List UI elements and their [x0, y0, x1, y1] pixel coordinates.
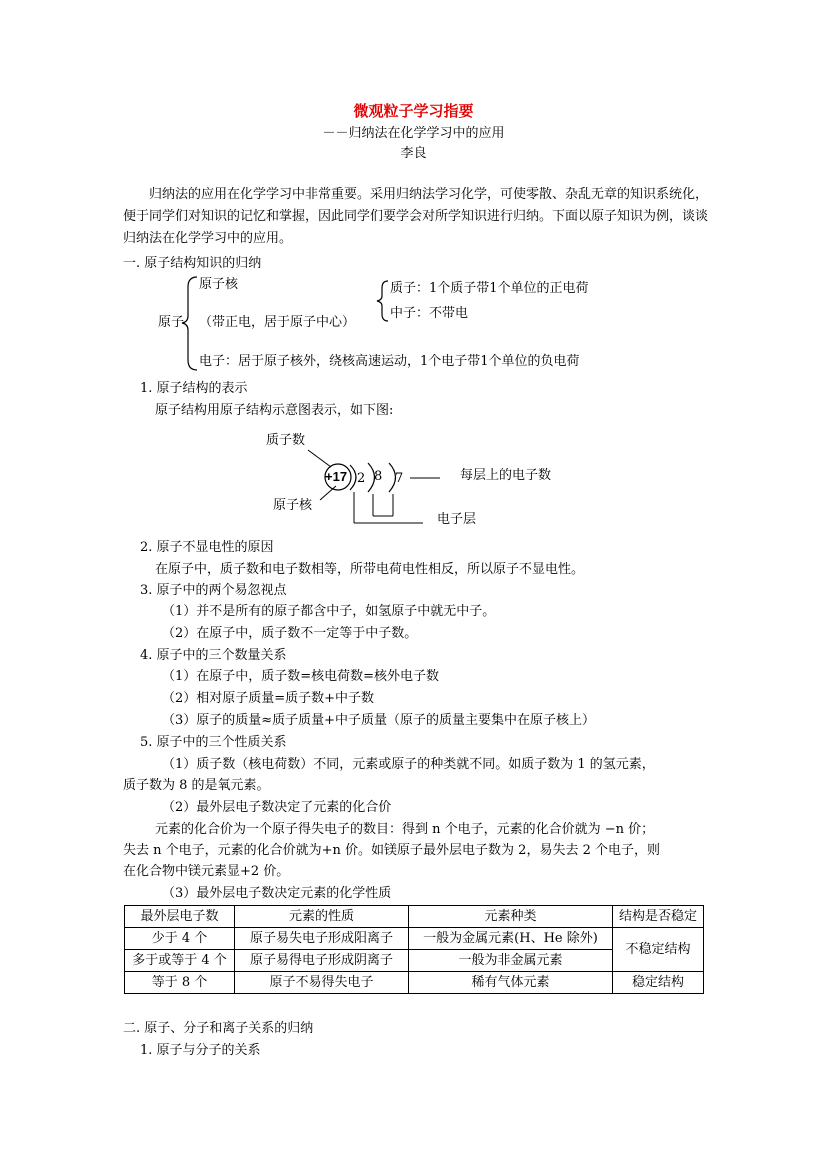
- item-4-point-3: （3）原子的质量≈质子质量+中子质量（原子的质量主要集中在原子核上）: [162, 713, 596, 728]
- item-3-point-2: （2）在原子中，质子数不一定等于中子数。: [162, 626, 418, 641]
- diagram-label-shells: 电子层: [437, 512, 477, 527]
- tree-electron: 电子：居于原子核外，绕核高速运动，1个电子带1个单位的负电荷: [199, 354, 580, 369]
- diagram-label-proton-count: 质子数: [266, 433, 306, 448]
- item-5-heading: 5. 原子中的三个性质关系: [140, 735, 287, 750]
- diagram-label-outer-electrons: 每层上的电子数: [460, 468, 552, 483]
- item-2-heading: 2. 原子不显电性的原因: [140, 540, 274, 555]
- table-cell: 原子易失电子形成阳离子: [235, 928, 409, 950]
- tree-nucleus: 原子核: [199, 277, 239, 292]
- table-header-cell: 结构是否稳定: [613, 906, 704, 928]
- pointer-nucleus: [320, 486, 336, 500]
- item-4-heading: 4. 原子中的三个数量关系: [140, 648, 287, 663]
- diagram-nucleus-charge: +17: [325, 469, 348, 484]
- page-title: 微观粒子学习指要: [353, 102, 474, 120]
- table-row: [125, 928, 704, 950]
- table-header-cell: 最外层电子数: [125, 906, 235, 928]
- section-2-item-1: 1. 原子与分子的关系: [140, 1043, 261, 1058]
- brace-nucleus: [377, 281, 388, 321]
- item-3-point-1: （1）并不是所有的原子都含中子，如氢原子中就无中子。: [162, 604, 496, 619]
- brace-atom: [182, 277, 197, 370]
- item-2-text: 在原子中，质子数和电子数相等，所带电荷电性相反，所以原子不显电性。: [155, 562, 585, 577]
- table-cell: 原子易得电子形成阴离子: [235, 950, 409, 972]
- item-4-point-1: （1）在原子中，质子数=核电荷数=核外电子数: [162, 669, 440, 684]
- author: 李良: [400, 146, 427, 161]
- section-heading-2: 二. 原子、分子和离子关系的归纳: [123, 1021, 314, 1036]
- section-heading-1: 一. 原子结构知识的归纳: [123, 256, 262, 271]
- item-5-p2-line3: 在化合物中镁元素显+2 价。: [123, 864, 290, 879]
- diagram-shell-1: 2: [357, 471, 366, 486]
- item-5-p2-line1: 元素的化合价为一个原子得失电子的数目：得到 n 个电子，元素的化合价就为 −n 价；: [155, 822, 655, 837]
- item-1-heading: 1. 原子结构的表示: [140, 381, 248, 396]
- table-cell: 多于或等于 4 个: [125, 950, 235, 972]
- table-cell: 原子不易得失电子: [235, 972, 409, 994]
- table-cell: 一般为金属元素(H、He 除外): [409, 928, 613, 950]
- table-cell-merged-unstable: 不稳定结构: [613, 928, 704, 972]
- item-1-text: 原子结构用原子结构示意图表示，如下图:: [155, 403, 394, 418]
- diagram-shell-3: 7: [395, 471, 404, 486]
- tree-proton: 质子：1个质子带1个单位的正电荷: [390, 281, 589, 296]
- item-5-p1-line2: 质子数为 8 的是氧元素。: [123, 778, 270, 793]
- intro-paragraph: 归纳法的应用在化学学习中非常重要。采用归纳法学习化学，可使零散、杂乱无章的知识系统化，便于同学们对知识的记忆和掌握，因此同学们要学会对所学知识进行归纳。下面以原子知识为例，谈谈归纳法在化学学习中的应用。: [123, 187, 709, 246]
- diagram-label-nucleus: 原子核: [273, 498, 313, 513]
- item-5-p1-line1: （1）质子数（核电荷数）不同，元素或原子的种类就不同。如质子数为 1 的氢元素，: [162, 757, 655, 772]
- item-5-p2-line2: 失去 n 个电子，元素的化合价就为+n 价。如镁原子最外层电子数为 2，易失去 2 个电子，则: [123, 843, 660, 858]
- tree-neutron: 中子：不带电: [390, 306, 469, 321]
- table-header-cell: 元素种类: [409, 906, 613, 928]
- outer-electron-table: [124, 905, 704, 994]
- item-4-point-2: （2）相对原子质量=质子数+中子数: [162, 691, 375, 706]
- tree-root-atom: 原子: [158, 315, 185, 330]
- item-5-p3-heading: （3）最外层电子数决定元素的化学性质: [162, 886, 392, 901]
- item-3-heading: 3. 原子中的两个易忽视点: [140, 583, 287, 598]
- table-cell: 一般为非金属元素: [409, 950, 613, 972]
- pointer-proton-count: [308, 450, 331, 467]
- item-5-p2-heading: （2）最外层电子数决定了元素的化合价: [162, 800, 392, 815]
- table-cell: 稳定结构: [613, 972, 704, 994]
- table-header-row: [125, 906, 704, 928]
- table-cell: 少于 4 个: [125, 928, 235, 950]
- diagram-shell-2: 8: [374, 469, 383, 484]
- page-subtitle: －－归纳法在化学学习中的应用: [322, 126, 505, 141]
- table-cell: 等于 8 个: [125, 972, 235, 994]
- tree-nucleus-note: （带正电，居于原子中心）: [199, 315, 356, 330]
- table-row: [125, 972, 704, 994]
- table-header-cell: 元素的性质: [235, 906, 409, 928]
- table-cell: 稀有气体元素: [409, 972, 613, 994]
